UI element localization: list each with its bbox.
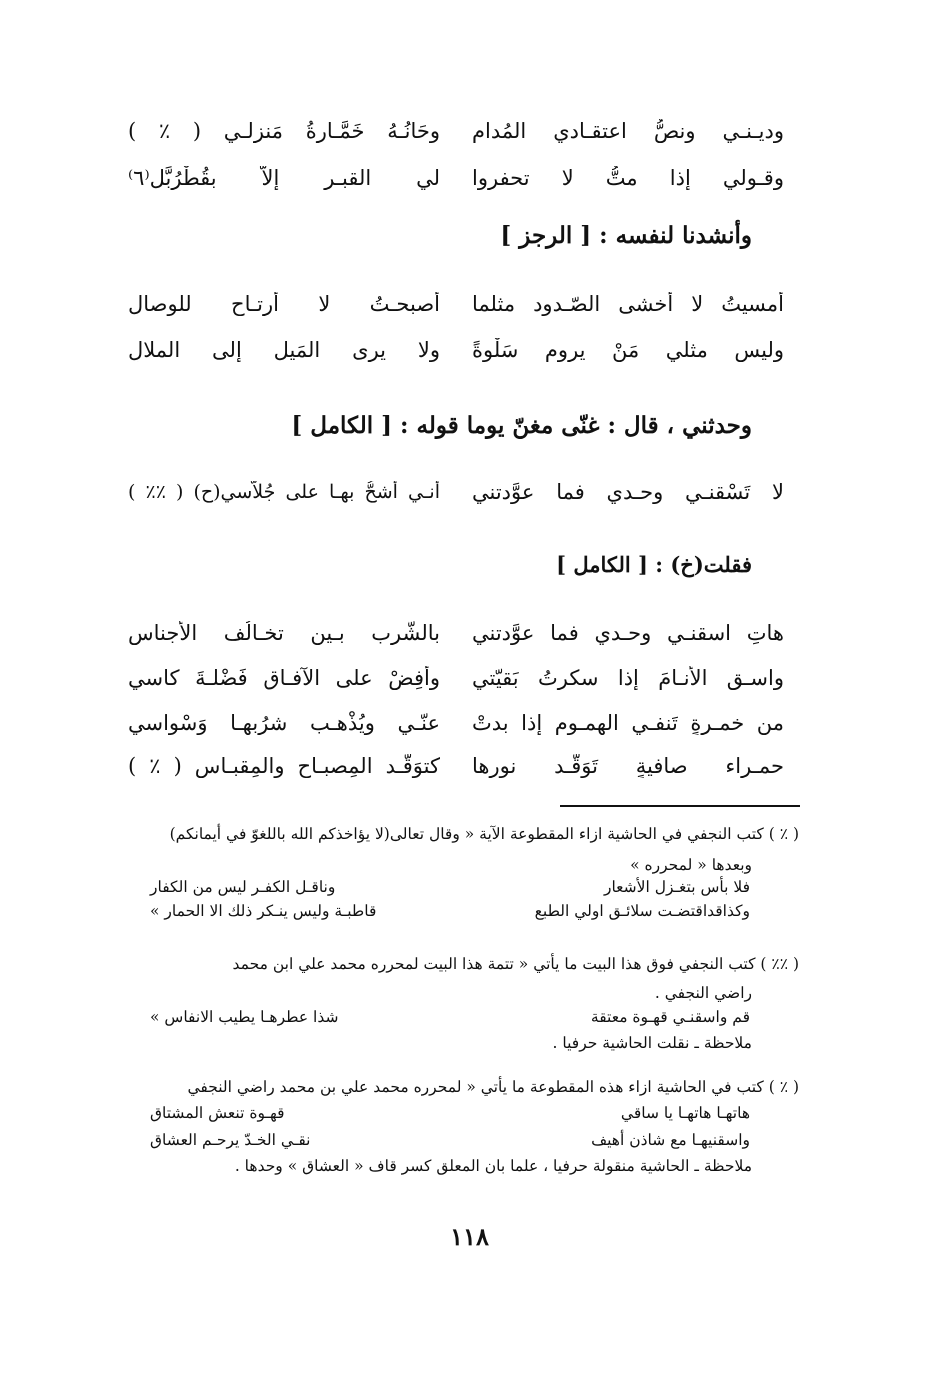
footnote-hemistich: شذا عطرهـا يطيب الانفاس » — [150, 1008, 339, 1026]
footnote-hemistich: قاطبـة وليس ينـكر ذلك الا الحمار » — [150, 902, 377, 920]
verse-first-hemistich: هاتِ اسقنـي وحـدي فما عوَّدتني — [472, 621, 784, 645]
verse-second-hemistich: وحَانُـهُ خَمَّـارةُ مَنزلـي ( ٪ ) — [128, 119, 440, 143]
verse-first-hemistich: أمسيتُ لا أخشى الصّـدود مثلما — [472, 292, 784, 316]
footnote-hemistich: قم واسقنـي قهـوة معتقة — [590, 1008, 750, 1026]
footnote-hemistich: فلا بأس بتغـزل الأشعار — [603, 878, 750, 896]
verse-line — [128, 330, 784, 370]
verse-line — [128, 613, 784, 653]
footnote-verse — [150, 1104, 750, 1126]
verse-second-hemistich: عنّـي ويُذْهـب شرُبهـا وَسْواسي — [128, 711, 440, 735]
footnote-text: ( ٪ ) كتب النجفي في الحاشية ازاء المقطوعة الآية « وقال تعالى(لا يؤاخذكم الله باللغوّ في أيمانكم) — [169, 825, 799, 843]
footnote-verse — [150, 902, 750, 924]
verse-first-hemistich: من خمـرةٍ تَنفـي الهمـوم إذا بدتْ — [472, 711, 784, 735]
footnote-text: ملاحظة ـ الحاشية منقولة حرفيا ، علما بان المعلق كسر قاف « العشاق » وحدها . — [234, 1157, 752, 1175]
verse-line — [128, 472, 784, 512]
footnote-hemistich: وكذاقداقتضـت سلائـق اولي الطبع — [534, 902, 750, 920]
verse-second-hemistich: لي القبـر إلاّ بقُطْرُبَّل⁽٦⁾ — [128, 166, 440, 190]
footnote-text: ( ٪ ) كتب في الحاشية ازاء هذه المقطوعة ما يأتي « لمحرره محمد علي بن محمد راضي النجفي — [187, 1078, 799, 1096]
footnote-hemistich: واسقنيهـا مع شاذن أهيف — [591, 1131, 750, 1149]
footnote-text: ( ٪٪ ) كتب النجفي فوق هذا البيت ما يأتي « تتمة هذا البيت لمحرره محمد علي ابن محمد — [232, 955, 799, 973]
footnote-hemistich: هاتهـا هاتهـا يا ساقي — [620, 1104, 750, 1122]
footnote-separator — [560, 805, 800, 807]
verse-line — [128, 746, 784, 786]
verse-line — [128, 658, 784, 698]
footnote-text: ملاحظة ـ نقلت الحاشية حرفيا . — [552, 1034, 752, 1052]
verse-first-hemistich: واسـقِ الأنـامَ إذا سكرتُ بَقيّتي — [472, 666, 784, 690]
verse-second-hemistich: كتوَقُّـد المِصبـاح والمِقبـاس ( ٪ ) — [128, 754, 440, 778]
verse-second-hemistich: ولا يرى المَيل إلى الملالِ — [128, 338, 440, 362]
verse-line — [128, 158, 784, 198]
verse-first-hemistich: لا تَسْقنـي وحـدي فما عوَّدتني — [472, 480, 784, 504]
verse-first-hemistich: وقـولي إذا متُّ لا تحفروا — [472, 166, 784, 190]
section-heading: فقلت(خ) : [ الكامل ] — [556, 552, 752, 577]
footnote-verse — [150, 1131, 750, 1153]
section-heading: وحدثني ، قال : غنّى مغنّ يوما قوله : [ الكامل ] — [291, 412, 752, 439]
footnote-hemistich: قهـوة تنعش المشتاق — [150, 1104, 285, 1122]
verse-first-hemistich: وديـنـي ونصُّ اعتقـادي المُدام — [472, 119, 784, 143]
verse-line — [128, 111, 784, 151]
footnote-hemistich: وناقـل الكفـر ليس من الكفار — [150, 878, 336, 896]
verse-first-hemistich: حمـراء صافيةٍ تَوَقَّـد نورها — [472, 754, 784, 778]
verse-line — [128, 284, 784, 324]
section-heading: وأنشدنا لنفسه : [ الرجز ] — [500, 222, 752, 249]
verse-first-hemistich: وليس مثلي مَنْ يروم سَلْوةً — [472, 338, 784, 362]
verse-second-hemistich: أنـي أشحُّ بهـا على جُلاّسي(ح) ( ٪٪ ) — [128, 481, 440, 503]
footnote-verse — [150, 878, 750, 900]
verse-line — [128, 703, 784, 743]
footnote-verse — [150, 1008, 750, 1030]
verse-second-hemistich: وأفِضْ على الآفـاق فَضْلـةَ كاسي — [128, 666, 440, 690]
footnote-hemistich: نقـي الخـدّ يرحـم العشاق — [150, 1131, 311, 1149]
page-number: ١١٨ — [450, 1222, 489, 1251]
footnote-text: راضي النجفي . — [654, 984, 752, 1002]
verse-second-hemistich: أصبحـتُ لا أرتـاح للوصالِ — [128, 292, 440, 316]
footnote-text: وبعدها « لمحرره » — [630, 856, 752, 874]
verse-second-hemistich: بالشُّرب بـين تخـالُف الأجناسِ — [128, 621, 440, 645]
